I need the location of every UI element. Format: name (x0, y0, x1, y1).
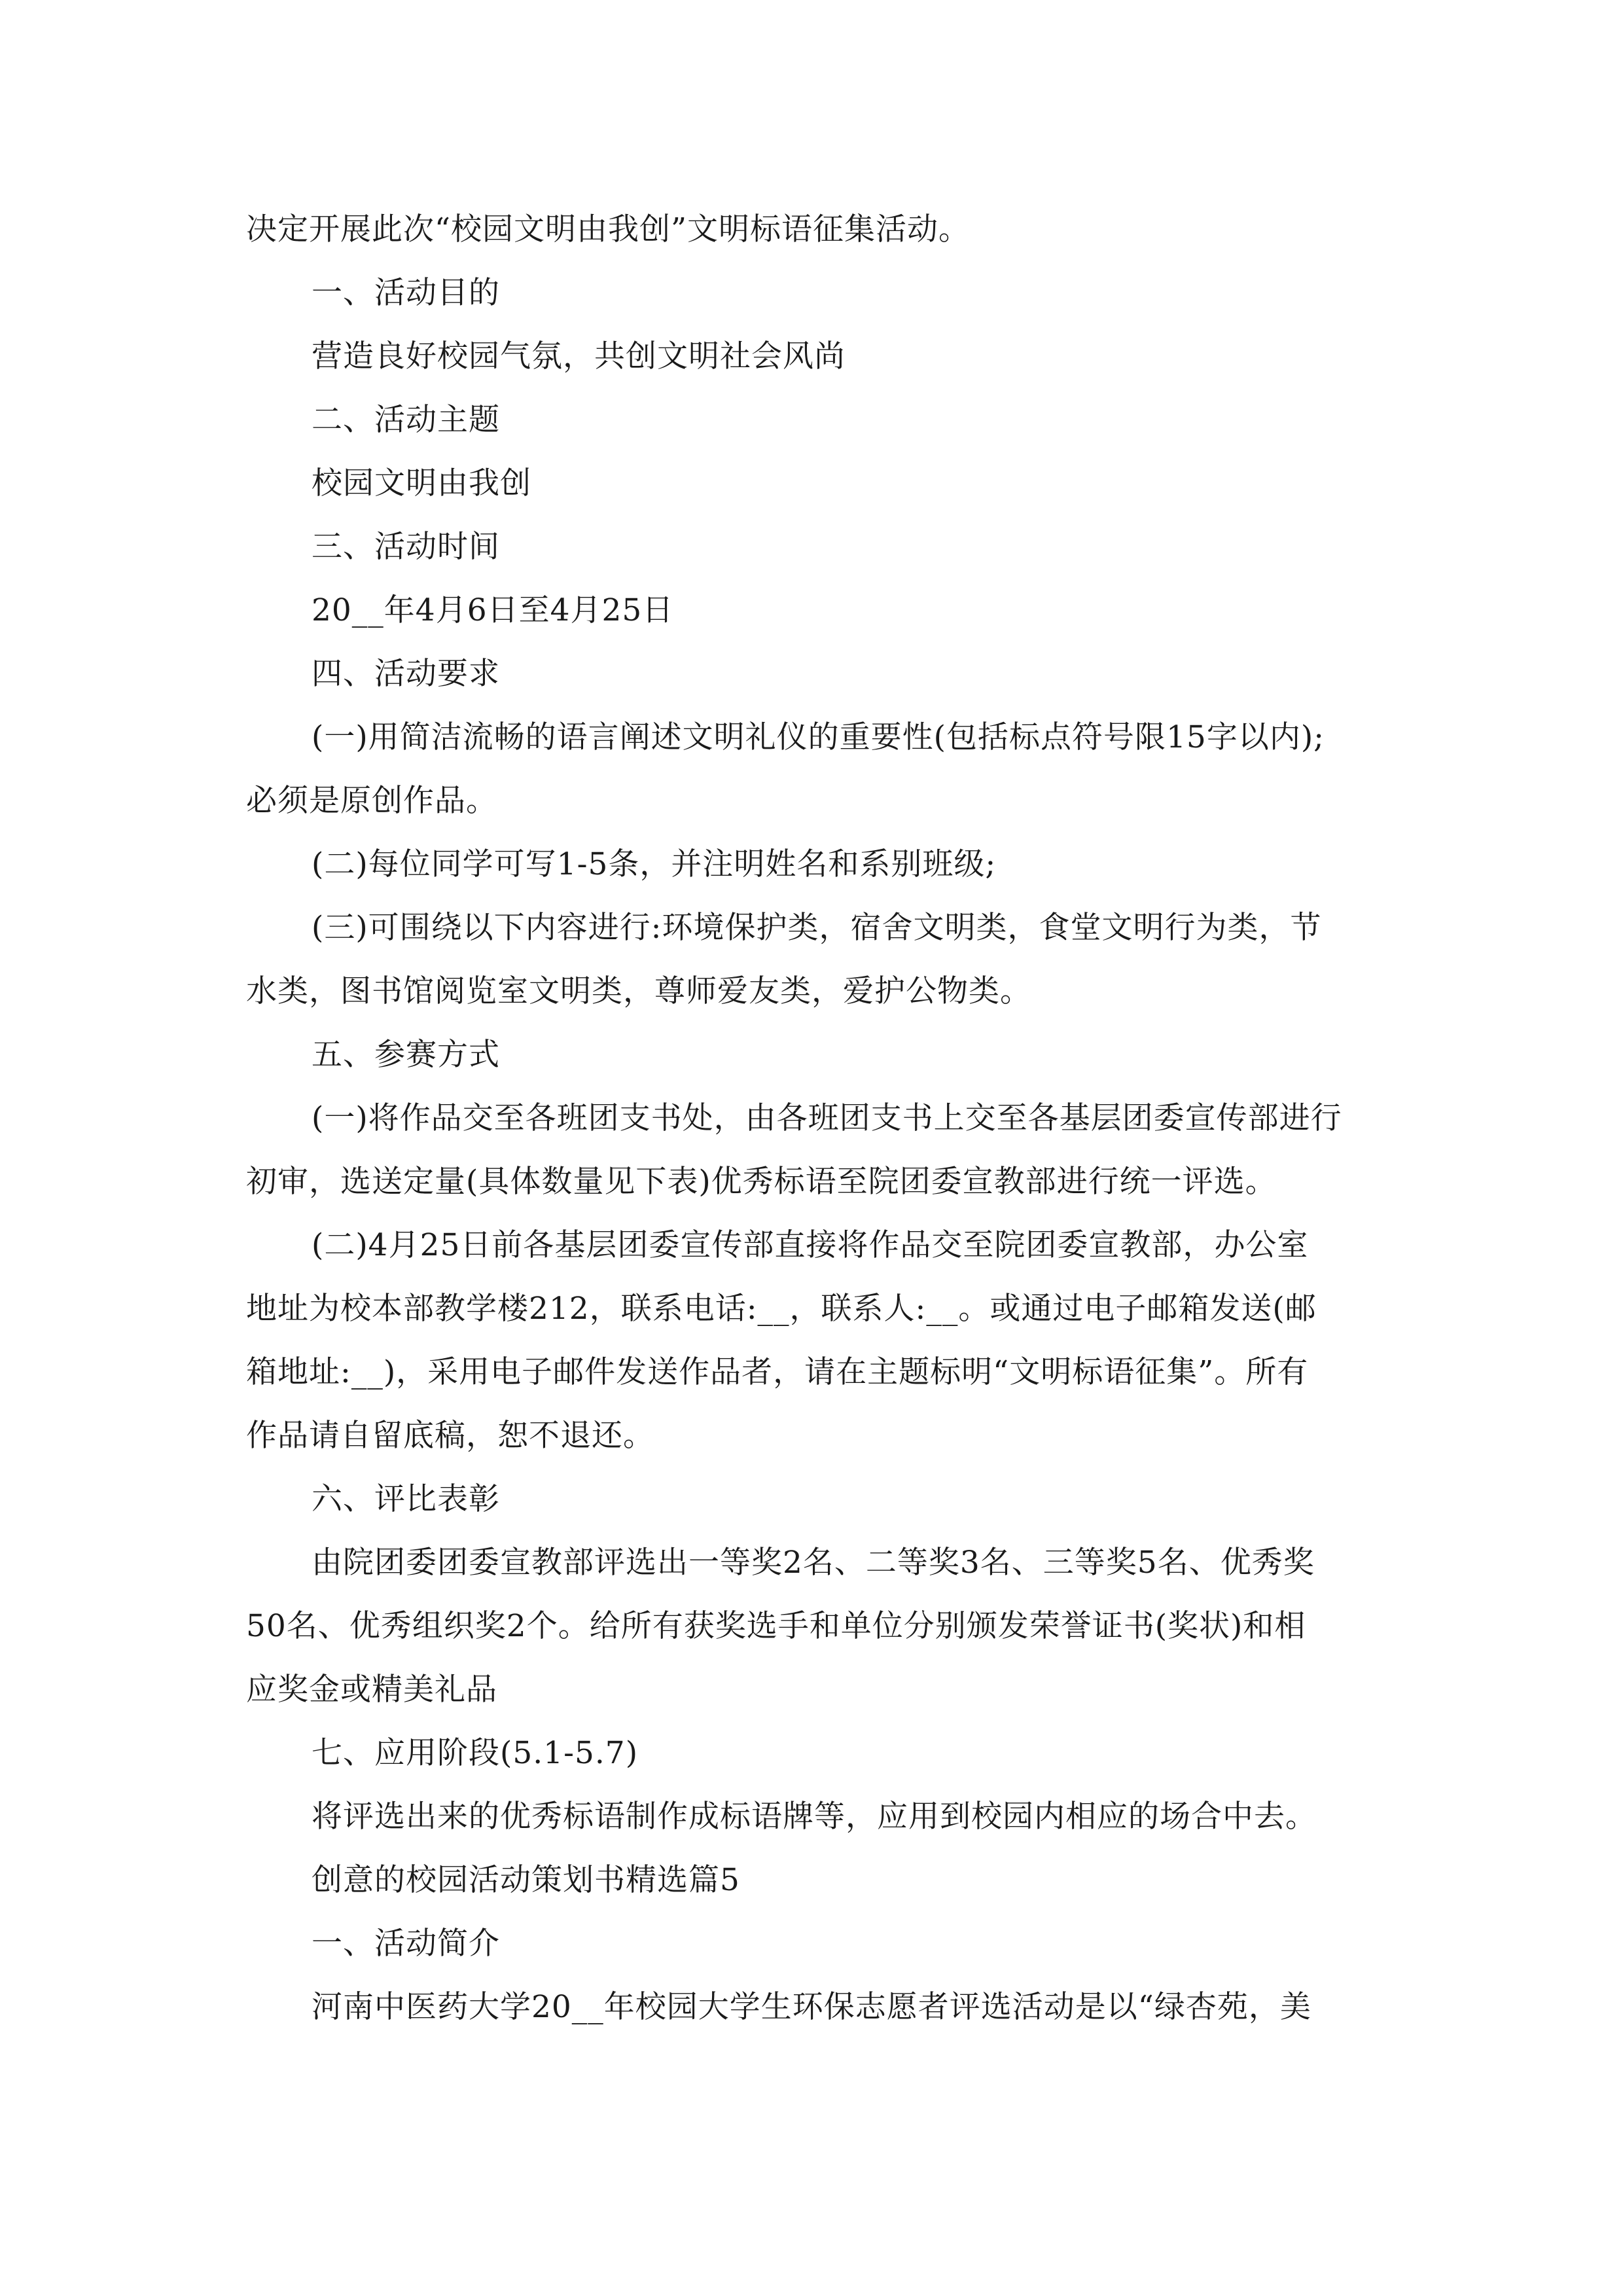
requirement-2: (二)每位同学可写1-5条，并注明姓名和系别班级; (312, 846, 997, 882)
entry-method-1-line-2: 初审，选送定量(具体数量见下表)优秀标语至院团委宣教部进行统一评选。 (246, 1164, 1277, 1200)
heading-awards: 六、评比表彰 (312, 1481, 500, 1517)
heading-introduction: 一、活动简介 (312, 1926, 500, 1962)
paragraph-introduction: 河南中医药大学20__年校园大学生环保志愿者评选活动是以“绿杏苑，美 (312, 1989, 1311, 2025)
paragraph-time: 20__年4月6日至4月25日 (312, 592, 674, 628)
heading-requirements: 四、活动要求 (312, 656, 500, 692)
section-title-part-5: 创意的校园活动策划书精选篇5 (312, 1862, 740, 1898)
heading-entry-method: 五、参赛方式 (312, 1037, 500, 1073)
heading-application: 七、应用阶段(5.1-5.7) (312, 1735, 639, 1771)
entry-method-2-line-1: (二)4月25日前各基层团委宣传部直接将作品交至院团委宣教部，办公室 (312, 1227, 1309, 1263)
awards-line-3: 应奖金或精美礼品 (246, 1672, 497, 1708)
paragraph-intro-end: 决定开展此次“校园文明由我创”文明标语征集活动。 (246, 211, 971, 247)
entry-method-2-line-3: 箱地址:__)，采用电子邮件发送作品者，请在主题标明“文明标语征集”。所有 (246, 1354, 1309, 1390)
awards-line-1: 由院团委团委宣教部评选出一等奖2名、二等奖3名、三等奖5名、优秀奖 (312, 1545, 1315, 1581)
entry-method-2-line-4: 作品请自留底稿，恕不退还。 (246, 1418, 654, 1454)
paragraph-theme: 校园文明由我创 (312, 465, 531, 501)
requirement-1-line-2: 必须是原创作品。 (246, 783, 497, 819)
heading-theme: 二、活动主题 (312, 402, 500, 438)
requirement-3-line-2: 水类，图书馆阅览室文明类，尊师爱友类，爱护公物类。 (246, 973, 1031, 1009)
awards-line-2: 50名、优秀组织奖2个。给所有获奖选手和单位分别颁发荣誉证书(奖状)和相 (246, 1608, 1306, 1644)
entry-method-1-line-1: (一)将作品交至各班团支书处，由各班团支书上交至各基层团委宣传部进行 (312, 1100, 1342, 1136)
paragraph-purpose: 营造良好校园气氛，共创文明社会风尚 (312, 338, 846, 374)
requirement-1-line-1: (一)用简洁流畅的语言阐述文明礼仪的重要性(包括标点符号限15字以内); (312, 719, 1325, 755)
requirement-3-line-1: (三)可围绕以下内容进行:环境保护类，宿舍文明类，食堂文明行为类，节 (312, 910, 1322, 946)
entry-method-2-line-2: 地址为校本部教学楼212，联系电话:__，联系人:__。或通过电子邮箱发送(邮 (246, 1291, 1317, 1327)
paragraph-application: 将评选出来的优秀标语制作成标语牌等，应用到校园内相应的场合中去。 (312, 1799, 1317, 1835)
heading-purpose: 一、活动目的 (312, 275, 500, 311)
heading-time: 三、活动时间 (312, 529, 500, 565)
